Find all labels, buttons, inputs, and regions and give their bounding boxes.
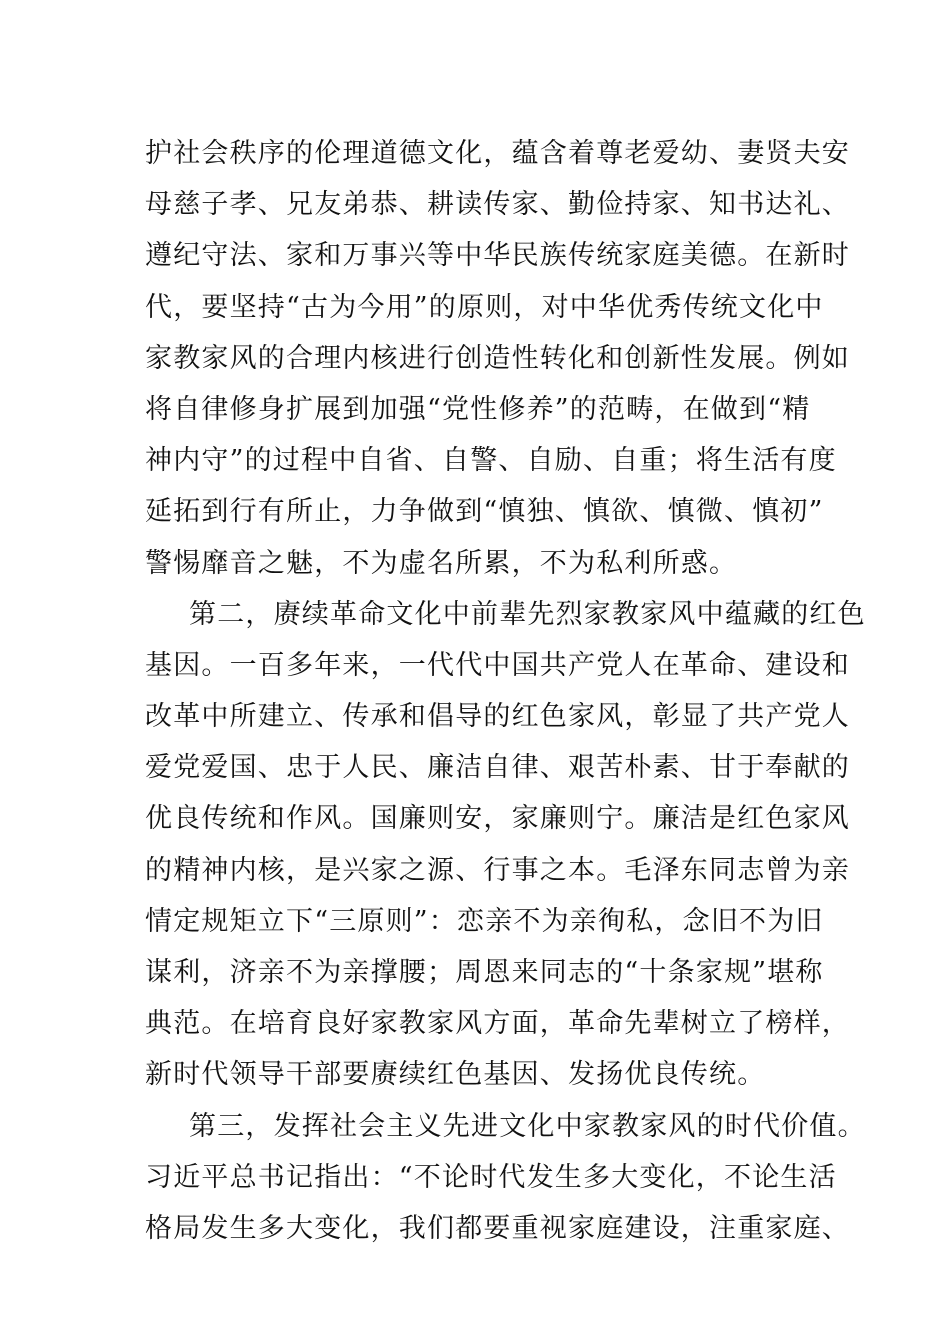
text-line: 习近平总书记指出：“不论时代发生多大变化，不论生活 bbox=[145, 1161, 837, 1193]
text-line: 格局发生多大变化，我们都要重视家庭建设，注重家庭、 bbox=[145, 1212, 850, 1244]
text-line: 母慈子孝、兄友弟恭、耕读传家、勤俭持家、知书达礼、 bbox=[145, 189, 850, 221]
text-line: 神内守”的过程中自省、自警、自励、自重；将生活有度 bbox=[145, 445, 837, 477]
text-line: 谋利，济亲不为亲撑腰；周恩来同志的“十条家规”堪称 bbox=[145, 957, 824, 988]
text-line: 情定规矩立下“三原则”：恋亲不为亲徇私，念旧不为旧 bbox=[145, 905, 824, 937]
text-line: 的精神内核，是兴家之源、行事之本。毛泽东同志曾为亲 bbox=[145, 854, 850, 886]
text-line: 护社会秩序的伦理道德文化，蕴含着尊老爱幼、妻贤夫安 bbox=[145, 138, 850, 169]
text-line: 基因。一百多年来，一代代中国共产党人在革命、建设和 bbox=[145, 649, 850, 681]
document-body bbox=[145, 128, 866, 1254]
paragraph-start-line: 第三，发挥社会主义先进文化中家教家风的时代价值。 bbox=[189, 1110, 866, 1142]
text-line: 家教家风的合理内核进行创造性转化和创新性发展。例如 bbox=[145, 342, 850, 374]
text-line: 改革中所建立、传承和倡导的红色家风，彰显了共产党人 bbox=[145, 701, 850, 733]
text-line: 警惕靡音之魅，不为虚名所累，不为私利所惑。 bbox=[145, 547, 738, 579]
text-line: 新时代领导干部要赓续红色基因、发扬优良传统。 bbox=[145, 1059, 766, 1091]
text-line: 代，要坚持“古为今用”的原则，对中华优秀传统文化中 bbox=[145, 291, 824, 323]
text-line: 爱党爱国、忠于人民、廉洁自律、艰苦朴素、甘于奉献的 bbox=[145, 752, 850, 784]
text-line: 将自律修身扩展到加强“党性修养”的范畴，在做到“精 bbox=[145, 393, 811, 425]
paragraph-start-line: 第二，赓续革命文化中前辈先烈家教家风中蕴藏的红色 bbox=[189, 598, 866, 630]
text-line: 典范。在培育良好家教家风方面，革命先辈树立了榜样， bbox=[145, 1008, 850, 1040]
text-line: 延拓到行有所止，力争做到“慎独、慎欲、慎微、慎初” bbox=[145, 496, 824, 528]
text-line: 优良传统和作风。国廉则安，家廉则宁。廉洁是红色家风 bbox=[145, 803, 850, 835]
text-line: 遵纪守法、家和万事兴等中华民族传统家庭美德。在新时 bbox=[145, 240, 850, 272]
